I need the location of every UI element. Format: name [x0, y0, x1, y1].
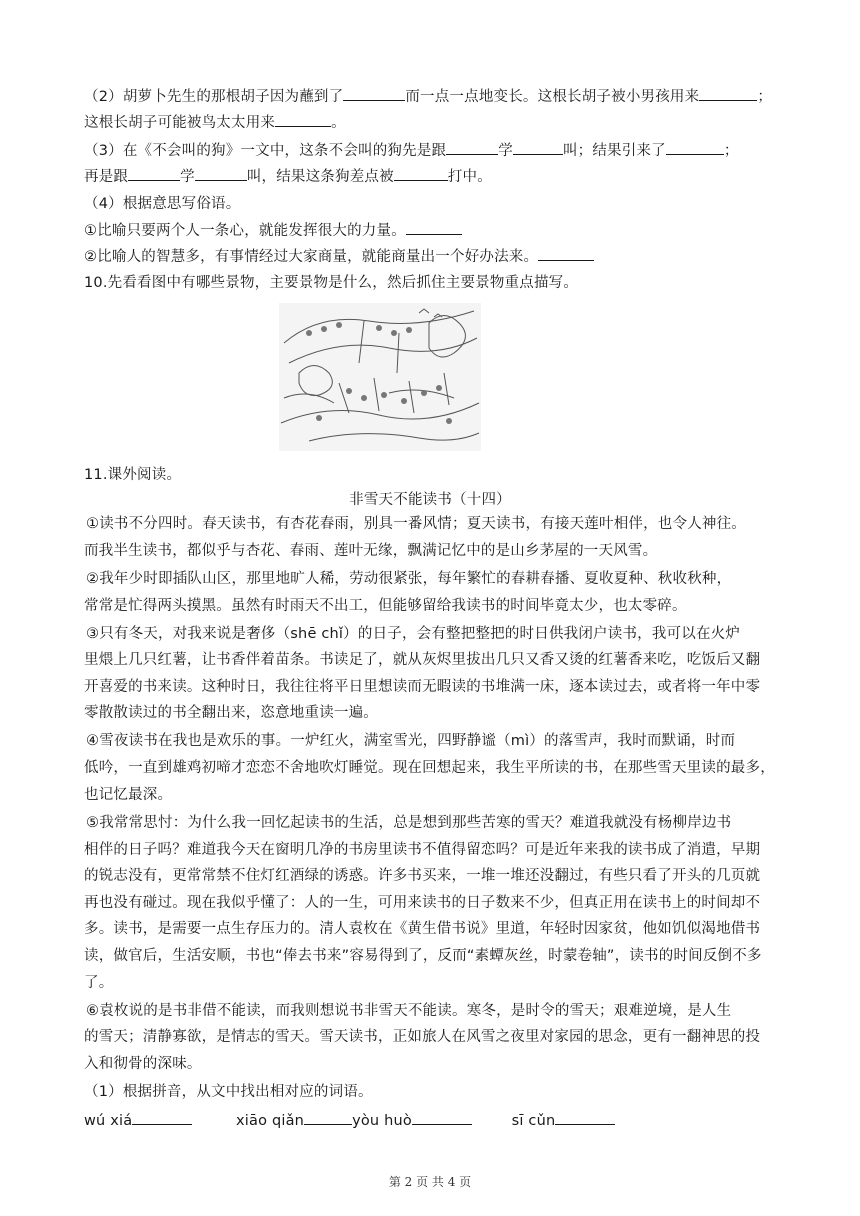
- q9-part4-item2: ②比喻人的智慧多，有事情经过大家商量，就能商量出一个好办法来。: [84, 246, 784, 267]
- passage-line: ⑤我常常思忖：为什么我一回忆起读书的生活，总是想到那些苦寒的雪天？难道我就没有杨柳岸边书: [86, 815, 732, 831]
- passage-line: 里煨上几只红薯，让书香伴着苗条。书读足了，就从灰烬里拔出几只又香又烫的红薯香来吃，吃饭后又翻: [84, 652, 761, 668]
- answer-blank[interactable]: [699, 86, 757, 101]
- passage-title: 非雪天不能读书（十四）: [349, 492, 511, 508]
- passage-line: ⑥袁枚说的是书非借不能读，而我则想说书非雪天不能读。寒冬，是时令的雪天；艰难逆境，是人生: [86, 1003, 732, 1019]
- answer-blank[interactable]: [446, 140, 498, 155]
- pinyin-label: xiāo qiǎn: [235, 1113, 305, 1129]
- pinyin-label: sī cǔn: [511, 1113, 556, 1129]
- passage-line: ③只有冬天，对我来说是奢侈（shē chǐ）的日子，会有整把整把的时日供我闭户读书，我可以在火炉: [86, 626, 741, 642]
- q9-part2-line2: 这根长胡子可能被鸟太太用来 。: [84, 112, 784, 133]
- q9-part3-line1: （3）在《不会叫的狗》一文中，这条不会叫的狗先是跟 学 叫；结果引来了 ；: [84, 140, 784, 161]
- passage-line: 相伴的日子吗？难道我今天在窗明几净的书房里读书不值得留恋吗？可是近年来我的读书成了消遣，早期: [84, 842, 761, 858]
- answer-blank[interactable]: [406, 220, 462, 235]
- passage-line: 读，做官后，生活安顺，书也“俸去书来”容易得到了，反而“素蟫灰丝，时蒙卷轴”，读书的时间反倒不多: [84, 948, 762, 964]
- scene-illustration: [279, 303, 481, 451]
- answer-blank[interactable]: [304, 1110, 352, 1125]
- passage-line: 再也没有碰过。现在我似乎懂了：人的一生，可用来读书的日子数来不少，但真正用在读书上的时间却不: [84, 895, 761, 911]
- passage-line: 零散散读过的书全翻出来，恣意地重读一遍。: [84, 705, 378, 721]
- answer-blank[interactable]: [555, 1110, 615, 1125]
- passage-line: 的雪天；清静寡欲，是情志的雪天。雪天读书，正如旅人在风雪之夜里对家园的思念，更有一翻神思的投: [84, 1029, 761, 1045]
- passage-line: ①读书不分四时。春天读书，有杏花春雨，别具一番风情；夏天读书，有接天莲叶相伴，也令人神往。: [86, 516, 746, 532]
- answer-blank[interactable]: [343, 86, 405, 101]
- answer-blank[interactable]: [132, 1110, 192, 1125]
- passage-line: ④雪夜读书在我也是欢乐的事。一炉红火，满室雪光，四野静谧（mì）的落雪声，我时而默诵，时而: [86, 733, 736, 749]
- passage-line: 低吟，一直到雄鸡初啼才恋恋不舍地吹灯睡觉。现在回想起来，我生平所读的书，在那些雪天里读的最多，: [84, 760, 775, 776]
- q9-part2-line1: （2）胡萝卜先生的那根胡子因为蘸到了 而一点一点地变长。这根长胡子被小男孩用来 ；: [84, 86, 784, 107]
- pinyin-label: wú xiá: [84, 1113, 133, 1129]
- passage-line: 常常是忙得两头摸黑。虽然有时雨天不出工，但能够留给我读书的时间毕竟太少，也太零碎。: [84, 598, 687, 614]
- answer-blank[interactable]: [666, 140, 724, 155]
- q9-part4-item1: ①比喻只要两个人一条心，就能发挥很大的力量。: [84, 220, 784, 241]
- passage-line: 多。读书，是需要一点生存压力的。清人袁枚在《黄生借书说》里道，年轻时因家贫，他如饥似渴地借书: [84, 921, 761, 937]
- q11-heading: 11.课外阅读。: [84, 467, 182, 483]
- answer-blank[interactable]: [394, 166, 448, 181]
- pinyin-row: [84, 1110, 784, 1131]
- q9-part3-line2: 再是跟 学 叫，结果这条狗差点被 打中。: [84, 166, 784, 187]
- passage-line: 也记忆最深。: [84, 787, 173, 803]
- q9-part4-heading: （4）根据意思写俗语。: [84, 196, 241, 212]
- page-footer: 第 2 页 共 4 页: [388, 1175, 472, 1189]
- passage-line: 的锐志没有，更常常禁不住灯红酒绿的诱惑。许多书买来，一堆一堆还没翻过，有些只看了开头的几页就: [84, 868, 761, 884]
- passage-line: 开喜爱的书来读。这种时日，我往往将平日里想读而无暇读的书堆满一床，逐本读过去，或者将一年中零: [84, 679, 761, 695]
- answer-blank[interactable]: [275, 112, 331, 127]
- answer-blank[interactable]: [538, 246, 594, 261]
- passage-line: ②我年少时即插队山区，那里地旷人稀，劳动很紧张，每年繁忙的春耕春播、夏收夏种、秋收秋种，: [86, 571, 732, 587]
- q10-question: 10.先看看图中有哪些景物，主要景物是什么，然后抓住主要景物重点描写。: [84, 275, 579, 291]
- passage-line: 而我半生读书，都似乎与杏花、春雨、莲叶无缘，飘满记忆中的是山乡茅屋的一天风雪。: [84, 543, 658, 559]
- passage-line: 了。: [84, 975, 114, 991]
- answer-blank[interactable]: [513, 140, 563, 155]
- passage-line: 入和彻骨的深味。: [84, 1056, 202, 1072]
- answer-blank[interactable]: [128, 166, 180, 181]
- q11-subquestion-1: （1）根据拼音，从文中找出相对应的词语。: [84, 1084, 373, 1100]
- answer-blank[interactable]: [412, 1110, 472, 1125]
- pinyin-label: yòu huò: [352, 1113, 412, 1129]
- answer-blank[interactable]: [195, 166, 247, 181]
